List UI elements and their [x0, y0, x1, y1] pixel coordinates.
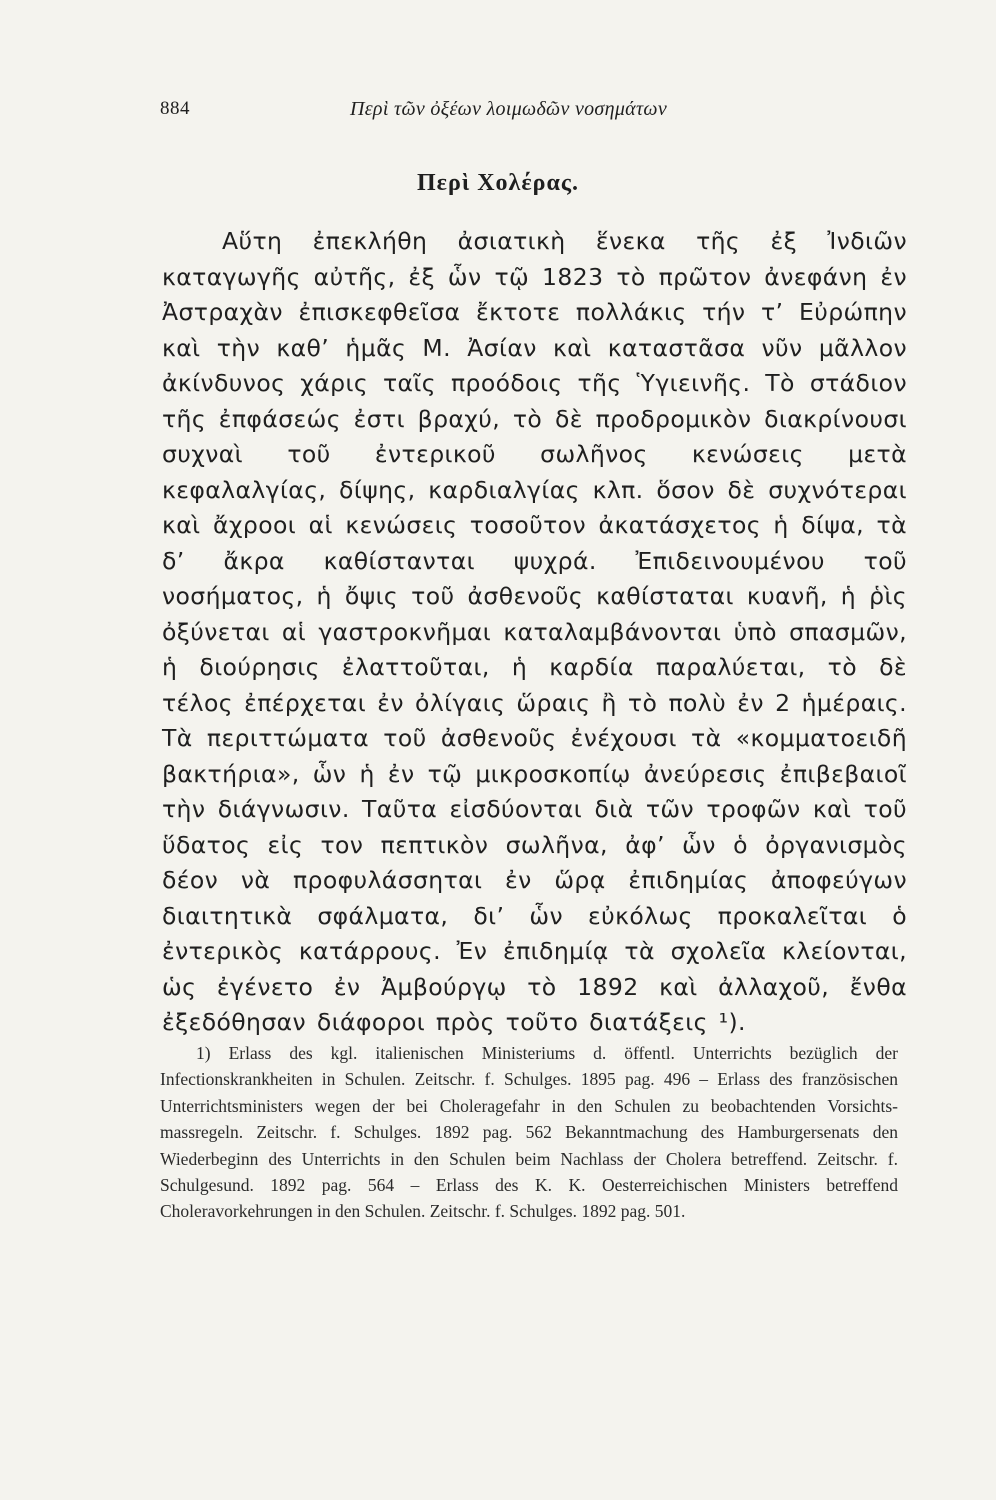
body-paragraph: Αὕτη ἐπεκλήθη ἀσιατικὴ ἕνεκα τῆς ἐξ Ἰνδιῶν καταγωγῆς αὐτῆς, ἐξ ὧν τῷ 1823 τὸ πρῶτον ἀνεφάνη ἐν Ἀστραχὰν ἐπισκεφθεῖσα ἔκτοτε πολλάκις τήν τ’ Εὐρώπην καὶ τὴν καθ’ ἡμᾶς Μ. Ἀσίαν καὶ καταστᾶσα νῦν μᾶλλον ἀκίνδυνος χάρις ταῖς προόδοις τῆς Ὑγιεινῆς. Τὸ στάδιον τῆς ἐπφάσεώς ἐστι βραχύ, τὸ δὲ προδρομικὸν διακρίνουσι συχναὶ τοῦ ἐντερικοῦ σωλῆνος κενώσεις μετὰ κεφαλαλγίας, δίψης, καρδιαλγίας κλπ. ὅσον δὲ συχνότεραι καὶ ἄχροοι αἱ κενώσεις τοσοῦτον ἀκατάσχετος ἡ δίψα, τὰ δ’ ἄκρα καθίστανται ψυχρά. Ἐπιδεινουμένου τοῦ νοσήματος, ἡ ὄψις τοῦ ἀσθενοῦς καθίσταται κυανῆ, ἡ ῥὶς ὀξύνεται αἱ γαστροκνῆμαι καταλαμβάνονται ὑπὸ σπασμῶν, ἡ διούρησις ἐλαττοῦται, ἡ καρδία παραλύεται, τὸ δὲ τέλος ἐπέρχεται ἐν ὀλίγαις ὥραις ἢ τὸ πολὺ ἐν 2 ἡμέραις. Τὰ περιττώματα τοῦ ἀσθενοῦς ἐνέχουσι τὰ «κομματοειδῆ βακτήρια», ὧν ἡ ἐν τῷ μικροσκοπίῳ ἀνεύρεσις ἐπιβεβαιοῖ τὴν διάγνωσιν. Ταῦτα εἰσδύονται διὰ τῶν τροφῶν καὶ τοῦ ὕδατος εἰς τον πεπτικὸν σωλῆνα, ἀφ’ ὧν ὁ ὀργανισμὸς δέον νὰ προφυλάσσηται ἐν ὥρᾳ ἐπιδημίας ἀποφεύγων διαιτητικὰ σφάλματα, δι’ ὧν εὐκόλως προκαλεῖται ὁ ἐντερικὸς κατάρρους. Ἐν ἐπιδημίᾳ τὰ σχολεῖα κλείονται, ὡς ἐγένετο ἐν Ἀμβούργῳ τὸ 1892 καὶ ἀλλαχοῦ, ἔνθα ἐξεδόθησαν διάφοροι πρὸς τοῦτο διατάξεις ¹). — [162, 227, 907, 1036]
footnote: 1) Erlass des kgl. italienischen Ministeriums d. öffentl. Unterrichts bezüglich der Infectionskrankheiten in Schulen. Zeitschr. f. Schulges. 1895 pag. 496 – Erlass des französischen Unterrichtsministers wegen der bei Choleragefahr in den Schulen zu beobachtenden Vorsichts-massregeln. Zeitschr. f. Schulges. 1892 pag. 562 Bekanntmachung des Hamburgersenats den Wiederbeginn des Unterrichts in den Schulen beim Nachlass der Cholera betreffend. Zeitschr. f. Schulgesund. 1892 pag. 564 – Erlass des K. K. Oesterreichischen Ministers betreffend Choleravorkehrungen in den Schulen. Zeitschr. f. Schulges. 1892 pag. 501. — [160, 1043, 898, 1222]
running-title: Περὶ τῶν ὀξέων λοιμωδῶν νοσημάτων — [350, 98, 668, 120]
page-number: 884 — [160, 98, 190, 119]
section-heading: Περὶ Χολέρας. — [417, 170, 579, 196]
page-header — [160, 98, 905, 128]
